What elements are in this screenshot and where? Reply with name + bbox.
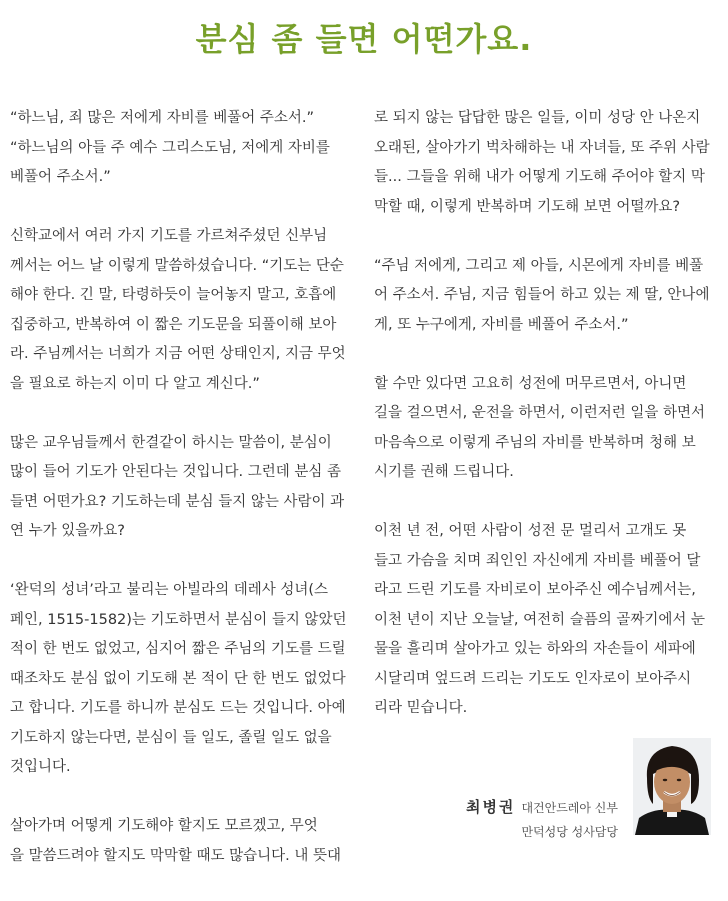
paragraph: 이천 년 전, 어떤 사람이 성전 문 멀리서 고개도 못 들고 가슴을 치며 죄인인 자신에게 자비를 베풀어 달 라고 드린 기도를 자비로이 보아주신 예수님께서는, 이천 년이 지난 오늘날, 여전히 슬픔의 골짜기에서 눈 물을 흘리며 살아가고 있는 하와의 자손들이 세파에 시달리며 엎드려 드리는 기도도 인자로이 보아주시 리라 믿습니다. [374,523,706,716]
author-photo [633,738,711,835]
paragraph: “하느님, 죄 많은 저에게 자비를 베풀어 주소서.” “하느님의 아들 주 예수 그리스도님, 저에게 자비를 베풀어 주소서.” [10,110,330,185]
author-name: 최병권 [465,798,516,816]
author-signature [466,796,618,840]
author-parish: 만덕성당 성사담당 [521,825,618,839]
paragraph: 로 되지 않는 답답한 많은 일들, 이미 성당 안 나온지 오래된, 살아가기 벅차해하는 내 자녀들, 또 주위 사람 들... 그들을 위해 내가 어떻게 기도해 주어야 할지 막 막할 때, 이렇게 반복하며 기도해 보면 어떨까요? [374,110,710,215]
paragraph: ‘완덕의 성녀’라고 불리는 아빌라의 데레사 성녀(스 페인, 1515-1582)는 기도하면서 분심이 들지 않았던 적이 한 번도 없었고, 심지어 짧은 주님의 기도를 드릴 때조차도 분심 없이 기도해 본 적이 단 한 번도 없었다 고 합니다. 기도를 하니까 분심도 드는 것입니다. 아예 기도하지 않는다면, 분심이 들 일도, 졸릴 일도 없을 것입니다. [10,582,347,775]
paragraph: “주님 저에게, 그리고 제 아들, 시몬에게 자비를 베풀 어 주소서. 주님, 지금 힘들어 하고 있는 제 딸, 안나에 게, 또 누구에게, 자비를 베풀어 주소서.” [374,257,710,333]
paragraph: 신학교에서 여러 가지 기도를 가르쳐주셨던 신부님 께서는 어느 날 이렇게 말씀하셨습니다. “기도는 단순 해야 한다. 긴 말, 타령하듯이 늘어놓지 말고, 호흡에 집중하고, 반복하여 이 짧은 기도문을 되풀이해 보아 라. 주님께서는 너희가 지금 어떤 상태인지, 지금 무엇 을 필요로 하는지 이미 다 알고 계신다.” [10,228,346,392]
paragraph: 할 수만 있다면 고요히 성전에 머무르면서, 아니면 길을 걸으면서, 운전을 하면서, 이런저런 일을 하면서 마음속으로 이렇게 주님의 자비를 반복하며 청해 보 시기를 권해 드립니다. [374,375,706,480]
left-column [10,104,353,901]
paragraph: 살아가며 어떻게 기도해야 할지도 모르겠고, 무엇 을 말씀드려야 할지도 막막할 때도 많습니다. 내 뜻대 [10,818,342,864]
paragraph: 많은 교우님들께서 한결같이 하시는 말씀이, 분심이 많이 들어 기도가 안된다는 것입니다. 그런데 분심 좀 들면 어떤가요? 기도하는데 분심 들지 않는 사람이 과 연 누가 있을까요? [10,434,345,539]
author-role: 대건안드레아 신부 [521,801,618,815]
page-title: 분심 좀 들면 어떤가요. [195,20,533,58]
right-column [374,104,712,753]
